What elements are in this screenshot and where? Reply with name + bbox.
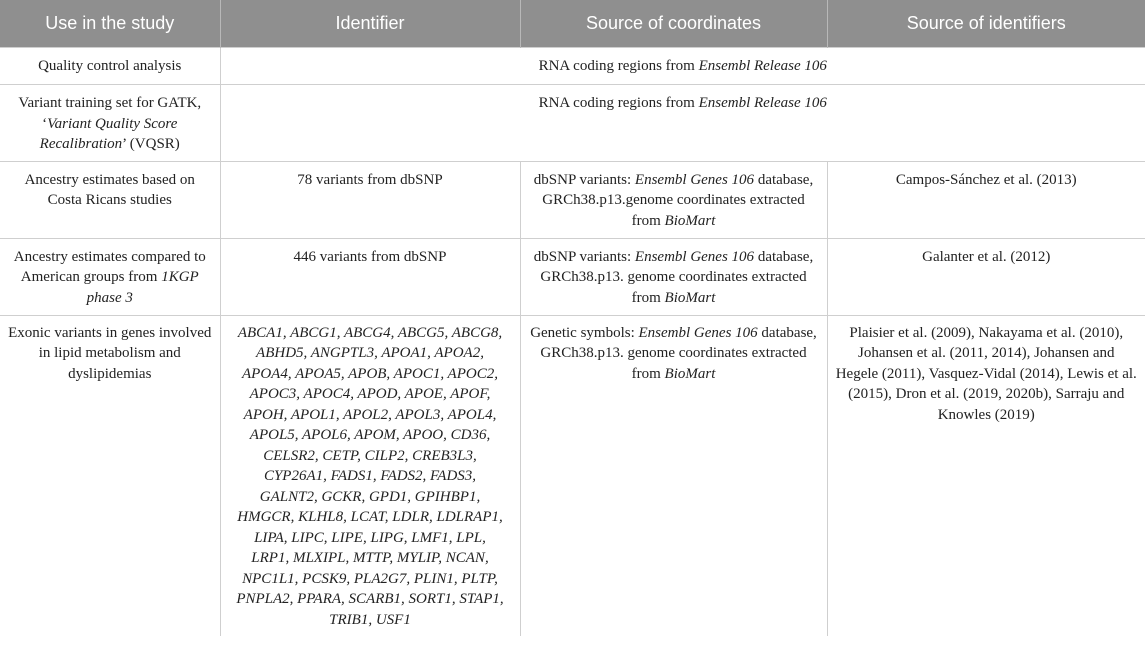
cell-merged-source xyxy=(220,85,1145,162)
table-row xyxy=(0,48,1145,85)
header-use: Use in the study xyxy=(0,0,220,48)
header-identifier: Identifier xyxy=(220,0,520,48)
table-row xyxy=(0,238,1145,315)
text-italic: Ensembl Release 106 xyxy=(698,58,827,74)
header-row xyxy=(0,0,1145,48)
cell-use: Exonic variants in genes involved in lipid metabolism and dyslipidemias xyxy=(0,315,220,636)
text: RNA coding regions from xyxy=(538,58,699,74)
cell-identifier: 446 variants from dbSNP xyxy=(220,238,520,315)
cell-gene-list xyxy=(220,315,520,636)
text: Genetic symbols: xyxy=(530,324,639,341)
cell-use: Ancestry estimates based on Costa Ricans studies xyxy=(0,161,220,238)
text-italic: BioMart xyxy=(664,212,716,229)
text-italic: BioMart xyxy=(664,289,716,306)
cell-merged-source xyxy=(220,48,1145,85)
text: database, GRCh38.p13. genome coordinates extracted from xyxy=(540,324,817,382)
text: Variant training set for GATK, ‘ xyxy=(18,95,202,132)
cell-coords xyxy=(520,238,827,315)
text-italic: 1KGP phase 3 xyxy=(86,269,199,306)
table-row xyxy=(0,85,1145,162)
cell-coords xyxy=(520,161,827,238)
text: Ancestry estimates compared to American groups from xyxy=(13,248,206,285)
header-ids: Source of identifiers xyxy=(827,0,1145,48)
cell-use xyxy=(0,238,220,315)
text-italic: Ensembl Genes 106 xyxy=(634,171,755,188)
gene-list: ABCA1, ABCG1, ABCG4, ABCG5, ABCG8, ABHD5, ANGPTL3, APOA1, APOA2, APOA4, APOA5, APOB, APOC1, APOC2, APOC3, APOC4, APOD, APOE, APOF, APOH, APOL1, APOL2, APOL3, APOL4, APOL5, APOL6, APOM, APOO, CD36, CELSR2, CETP, CILP2, CREB3L3, CYP26A1, FADS1, FADS2, FADS3, GALNT2, GCKR, GPD1, GPIHBP1, HMGCR, KLHL8, LCAT, LDLR, LDLRAP1, LIPA, LIPC, LIPE, LIPG, LMF1, LPL, LRP1, MLXIPL, MTTP, MYLIP, NCAN, NPC1L1, PCSK9, PLA2G7, PLIN1, PLTP, PNPLA2, PPARA, SCARB1, SORT1, STAP1, TRIB1, USF1 xyxy=(236,324,504,628)
cell-ids: Galanter et al. (2012) xyxy=(827,238,1145,315)
cell-ids: Plaisier et al. (2009), Nakayama et al. (2010), Johansen et al. (2011, 2014), Johansen and Hegele (2011), Vasquez-Vidal (2014), Lewis et al. (2015), Dron et al. (2019, 2020b), Sarraju and Knowles (2019) xyxy=(827,315,1145,636)
text-italic: Ensembl Genes 106 xyxy=(634,248,755,265)
cell-identifier: 78 variants from dbSNP xyxy=(220,161,520,238)
text: dbSNP variants: xyxy=(533,171,635,188)
cell-coords xyxy=(520,315,827,636)
text: database, GRCh38.p13.genome coordinates extracted from xyxy=(542,171,814,229)
text: dbSNP variants: xyxy=(533,248,635,265)
cell-ids: Campos-Sánchez et al. (2013) xyxy=(827,161,1145,238)
cell-use xyxy=(0,85,220,162)
text: RNA coding regions from xyxy=(538,95,699,111)
text: database, GRCh38.p13. genome coordinates extracted from xyxy=(540,248,814,306)
text-italic: Variant Quality Score Recalibration xyxy=(39,115,178,152)
text-italic: BioMart xyxy=(664,365,716,382)
table-row xyxy=(0,161,1145,238)
header-coords: Source of coordinates xyxy=(520,0,827,48)
cell-use: Quality control analysis xyxy=(0,48,220,85)
text: ’ (VQSR) xyxy=(122,136,180,152)
text-italic: Ensembl Release 106 xyxy=(698,95,827,111)
table-row xyxy=(0,315,1145,636)
text-italic: Ensembl Genes 106 xyxy=(638,324,758,341)
